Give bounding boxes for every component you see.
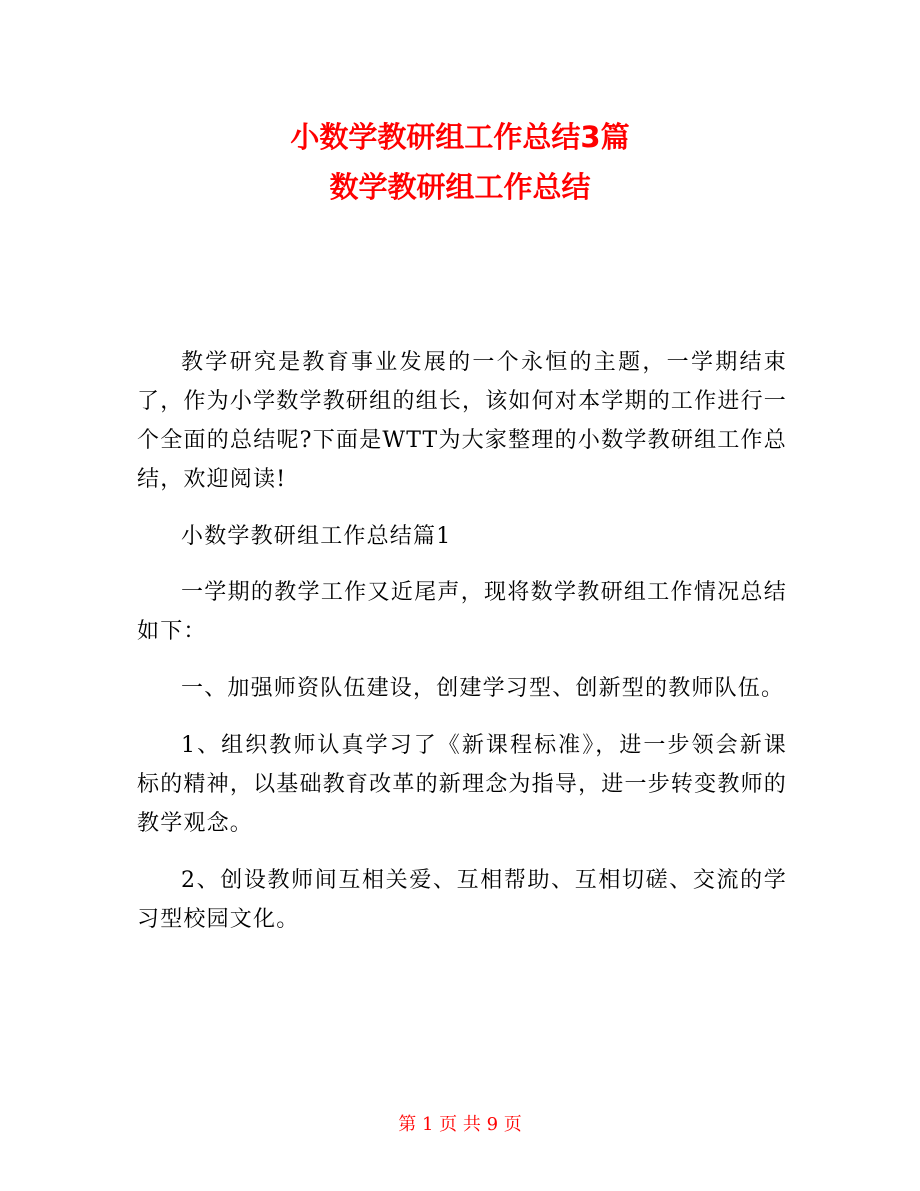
document-title	[0, 112, 920, 212]
section-heading: 小数学教研组工作总结篇1	[181, 524, 452, 549]
item-two-paragraph: 2、创设教师间互相关爱、互相帮助、互相切磋、交流的学习型校园文化。	[137, 868, 787, 932]
page-footer: 第 1 页 共 9 页	[398, 1114, 522, 1135]
summary-paragraph: 一学期的教学工作又近尾声，现将数学教研组工作情况总结如下：	[137, 580, 787, 644]
intro-paragraph: 教学研究是教育事业发展的一个永恒的主题，一学期结束了，作为小学数学教研组的组长，该如何对本学期的工作进行一个全面的总结呢?下面是WTT为大家整理的小数学教研组工作总结，欢迎阅读!	[137, 350, 787, 492]
item-one-paragraph: 1、组织教师认真学习了《新课程标准》，进一步领会新课标的精神，以基础教育改革的新理念为指导，进一步转变教师的教学观念。	[137, 733, 787, 836]
document-body	[137, 343, 787, 957]
title-line-2: 数学教研组工作总结	[329, 170, 591, 204]
title-line-1: 小数学教研组工作总结3篇	[290, 120, 630, 154]
section-one-heading: 一、加强师资队伍建设，创建学习型、创新型的教师队伍。	[181, 676, 785, 701]
